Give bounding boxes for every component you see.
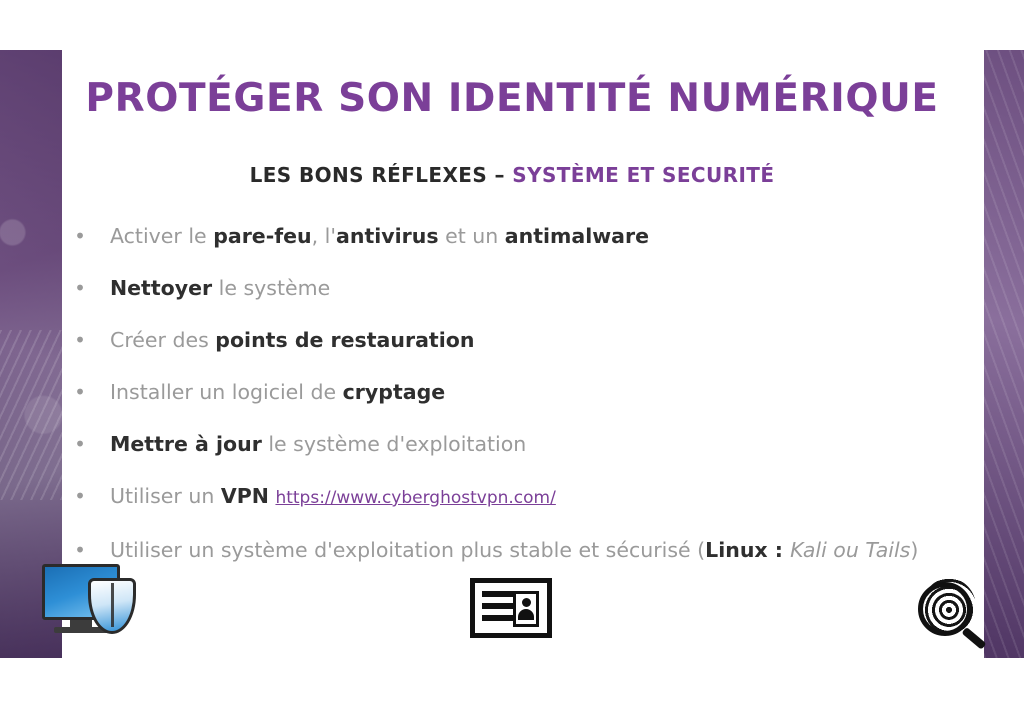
list-item-emphasis: VPN (220, 484, 269, 508)
subtitle-part-purple: SYSTÈME ET SECURITÉ (512, 163, 775, 187)
list-item-text: Installer un logiciel de (110, 380, 343, 404)
magnifier-lens-icon (918, 582, 972, 636)
subtitle-part-dark: LES BONS RÉFLEXES – (249, 163, 513, 187)
bullet-marker-icon: • (74, 432, 86, 456)
list-item-emphasis: antimalware (504, 224, 650, 248)
id-card-icon (470, 578, 552, 638)
list-item-text: , l' (311, 224, 337, 248)
list-item (62, 532, 962, 569)
list-item-emphasis: points de restauration (215, 328, 475, 352)
page-title: PROTÉGER SON IDENTITÉ NUMÉRIQUE (85, 76, 939, 121)
list-item (62, 270, 962, 307)
bullet-marker-icon: • (74, 380, 86, 404)
list-item-text: Créer des (110, 328, 216, 352)
monitor-shield-icon (42, 564, 138, 636)
list-item-text: et un (438, 224, 505, 248)
magnifier-handle-icon (961, 627, 986, 650)
list-item (62, 478, 962, 517)
list-item-emphasis: pare-feu (213, 224, 312, 248)
list-item-emphasis: Mettre à jour (110, 432, 262, 456)
list-item-italic: Kali ou Tails (790, 538, 911, 562)
bullet-marker-icon: • (74, 328, 86, 352)
id-card-photo (513, 591, 539, 627)
list-item (62, 218, 962, 255)
shield-icon (88, 578, 136, 634)
list-item-emphasis: cryptage (342, 380, 446, 404)
list-item-text: Utiliser un système d'exploitation plus stable et sécurisé ( (110, 538, 706, 562)
bullet-marker-icon: • (74, 276, 86, 300)
list-item-emphasis: Linux : (705, 538, 791, 562)
list-item-emphasis: antivirus (336, 224, 439, 248)
list-item-text: ) (910, 538, 919, 562)
fingerprint-magnifier-icon (916, 576, 994, 644)
list-item-text: le système (212, 276, 331, 300)
bullet-list (62, 218, 962, 584)
list-item-text: Activer le (110, 224, 214, 248)
left-band-texture (0, 330, 62, 500)
right-band-texture (984, 50, 1024, 658)
bullet-marker-icon: • (74, 538, 86, 562)
list-item (62, 322, 962, 359)
list-item-text: le système d'exploitation (261, 432, 527, 456)
page-subtitle (0, 163, 1024, 187)
list-item-text: Utiliser un (110, 484, 221, 508)
list-item (62, 426, 962, 463)
external-link[interactable]: https://www.cyberghostvpn.com/ (275, 488, 556, 508)
bullet-marker-icon: • (74, 484, 86, 508)
list-item (62, 374, 962, 411)
bullet-marker-icon: • (74, 224, 86, 248)
list-item-emphasis: Nettoyer (110, 276, 213, 300)
